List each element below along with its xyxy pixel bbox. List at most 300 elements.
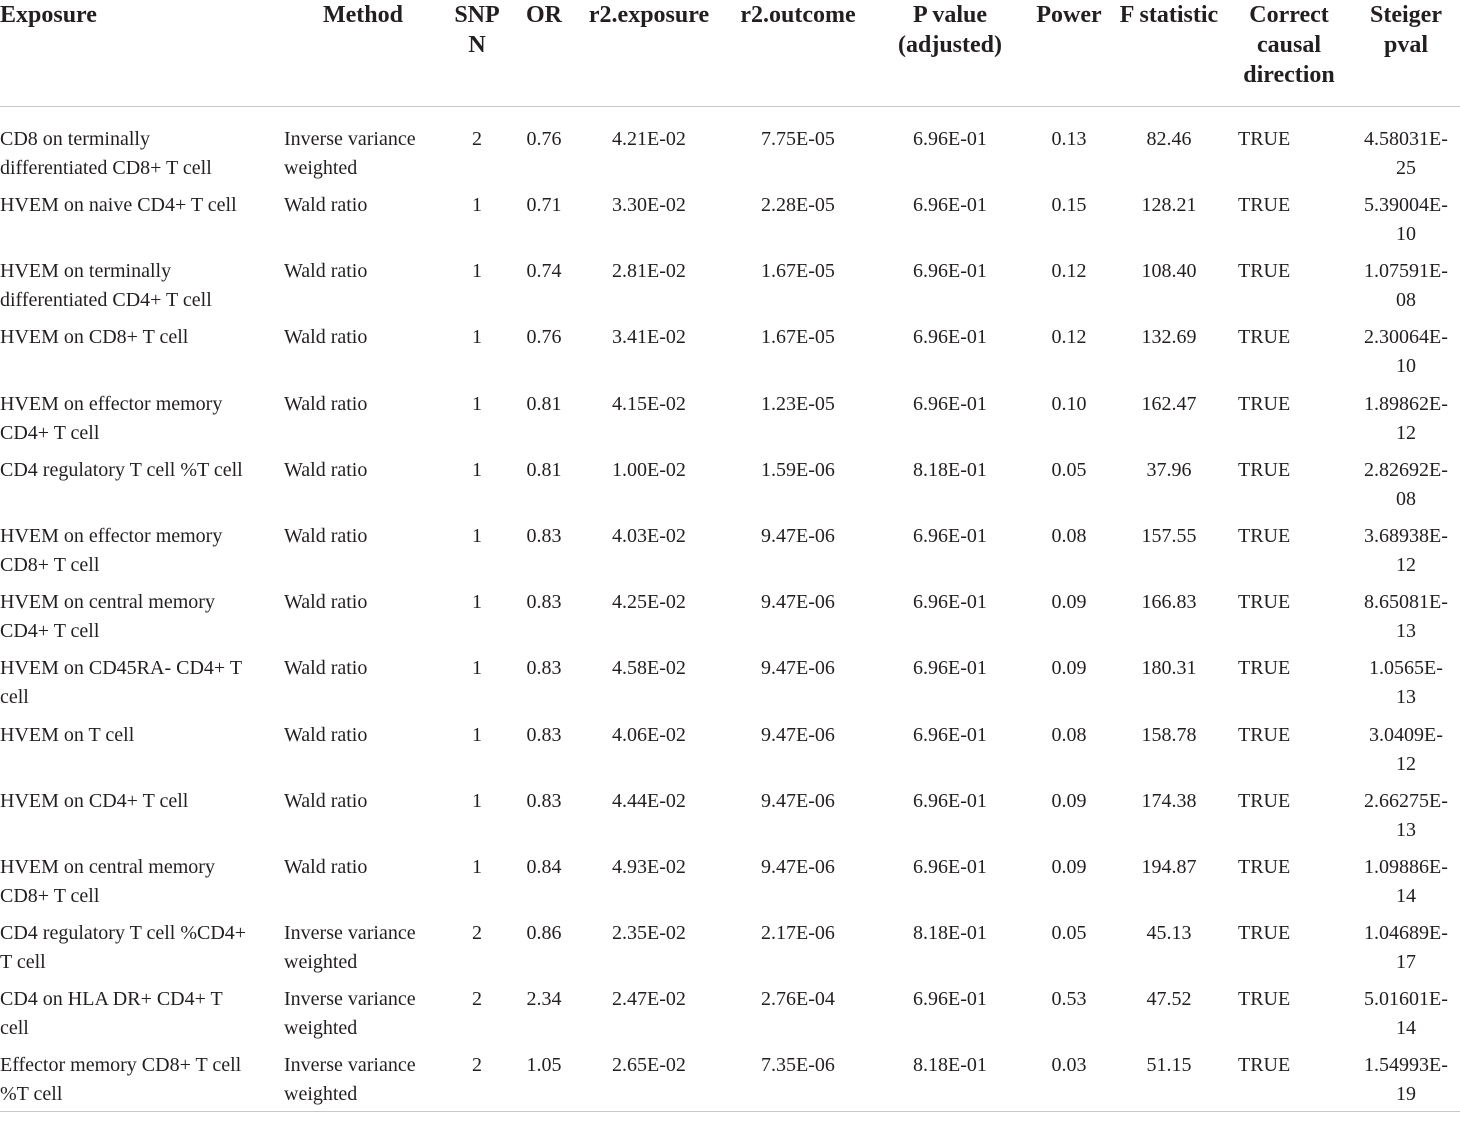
cell-text-line: 4.58E-02 — [612, 657, 686, 680]
power-cell — [1026, 456, 1112, 522]
cell-text-line: 3.0409E- — [1369, 723, 1443, 746]
cell-text-line: 0.81 — [526, 392, 562, 415]
direction-cell — [1226, 588, 1352, 654]
steiger-pval-cell — [1352, 257, 1460, 323]
cell-text-line: differentiated CD4+ T cell — [0, 289, 212, 312]
cell-text-line: 2.30064E- — [1364, 326, 1448, 349]
direction-cell — [1226, 257, 1352, 323]
cell-text-line: 162.47 — [1141, 392, 1197, 415]
header-label-line: pval — [1383, 32, 1428, 58]
cell-text-line: 4.06E-02 — [612, 723, 686, 746]
cell-text-line: Effector memory CD8+ T cell — [0, 1054, 242, 1077]
col-f-statistic-header — [1112, 0, 1226, 107]
r2-outcome-cell — [722, 588, 874, 654]
p-value-cell — [874, 919, 1026, 985]
cell-text-line: 7.35E-06 — [761, 1054, 835, 1077]
cell-text-line: TRUE — [1238, 524, 1291, 547]
cell-text-line: 6.96E-01 — [913, 591, 987, 614]
cell-text-line: Wald ratio — [284, 326, 368, 349]
exposure-cell — [0, 853, 284, 919]
exposure-cell — [0, 787, 284, 853]
cell-text-line: TRUE — [1238, 1054, 1291, 1077]
cell-text-line: differentiated CD8+ T cell — [0, 157, 212, 179]
p-value-cell — [874, 107, 1026, 192]
method-cell — [284, 654, 442, 720]
cell-text-line: 08 — [1396, 487, 1416, 510]
cell-text-line: 1.23E-05 — [761, 392, 835, 415]
r2-exposure-cell — [576, 919, 722, 985]
exposure-cell — [0, 654, 284, 720]
cell-text-line: 1.59E-06 — [761, 458, 835, 481]
direction-cell — [1226, 787, 1352, 853]
steiger-pval-cell — [1352, 390, 1460, 456]
col-correct-causal-direction-header — [1226, 0, 1352, 107]
direction-cell — [1226, 721, 1352, 787]
cell-text-line: 0.83 — [526, 789, 562, 812]
method-cell — [284, 588, 442, 654]
header-label-line: direction — [1243, 62, 1335, 88]
cell-text-line: 9.47E-06 — [761, 591, 835, 614]
cell-text-line: 12 — [1396, 752, 1416, 775]
cell-text-line: 51.15 — [1146, 1054, 1192, 1077]
cell-text-line: Wald ratio — [284, 723, 368, 746]
cell-text-line: 19 — [1396, 1083, 1416, 1106]
cell-text-line: 0.83 — [526, 723, 562, 746]
r2-outcome-cell — [722, 323, 874, 389]
p-value-cell — [874, 721, 1026, 787]
steiger-pval-cell — [1352, 787, 1460, 853]
cell-text-line: HVEM on naive CD4+ T cell — [0, 194, 237, 216]
steiger-pval-cell — [1352, 323, 1460, 389]
snp-n-cell — [442, 390, 512, 456]
cell-text-line: TRUE — [1238, 458, 1291, 481]
r2-outcome-cell — [722, 107, 874, 192]
cell-text-line: 180.31 — [1141, 657, 1197, 680]
steiger-pval-cell — [1352, 654, 1460, 720]
cell-text-line: 4.93E-02 — [612, 855, 686, 878]
cell-text-line: 1.07591E- — [1364, 260, 1448, 283]
cell-text-line: 108.40 — [1141, 260, 1197, 283]
cell-text-line: Inverse variance — [284, 922, 416, 945]
cell-text-line: cell — [0, 686, 29, 709]
cell-text-line: 6.96E-01 — [913, 524, 987, 547]
cell-text-line: 13 — [1396, 686, 1416, 709]
or-cell — [512, 787, 576, 853]
cell-text-line: Wald ratio — [284, 789, 368, 812]
cell-text-line: 6.96E-01 — [913, 657, 987, 680]
exposure-cell — [0, 107, 284, 192]
cell-text-line: weighted — [284, 1017, 358, 1040]
table-row — [0, 721, 1460, 787]
table-row — [0, 191, 1460, 257]
cell-text-line: 4.21E-02 — [612, 128, 686, 150]
p-value-cell — [874, 1051, 1026, 1112]
cell-text-line: HVEM on CD8+ T cell — [0, 326, 189, 349]
cell-text-line: Inverse variance — [284, 1054, 416, 1077]
r2-exposure-cell — [576, 390, 722, 456]
snp-n-cell — [442, 323, 512, 389]
cell-text-line: 1.0565E- — [1369, 657, 1443, 680]
snp-n-cell — [442, 853, 512, 919]
cell-text-line: 4.25E-02 — [612, 591, 686, 614]
power-cell — [1026, 323, 1112, 389]
table-header — [0, 0, 1460, 107]
cell-text-line: Inverse variance — [284, 128, 416, 150]
r2-outcome-cell — [722, 522, 874, 588]
p-value-cell — [874, 257, 1026, 323]
col-exposure-header — [0, 0, 284, 107]
table-row — [0, 257, 1460, 323]
cell-text-line: 4.15E-02 — [612, 392, 686, 415]
f-statistic-cell — [1112, 919, 1226, 985]
steiger-pval-cell — [1352, 456, 1460, 522]
or-cell — [512, 191, 576, 257]
header-label-line: (adjusted) — [897, 32, 1002, 58]
cell-text-line: cell — [0, 1017, 29, 1040]
cell-text-line: 0.03 — [1051, 1054, 1087, 1077]
cell-text-line: 0.81 — [526, 458, 562, 481]
method-cell — [284, 107, 442, 192]
exposure-cell — [0, 1051, 284, 1112]
cell-text-line: CD4 regulatory T cell %T cell — [0, 458, 243, 481]
cell-text-line: 1 — [472, 657, 482, 680]
method-cell — [284, 323, 442, 389]
cell-text-line: TRUE — [1238, 922, 1291, 945]
cell-text-line: 8.18E-01 — [913, 1054, 987, 1077]
cell-text-line: 1 — [472, 855, 482, 878]
direction-cell — [1226, 985, 1352, 1051]
header-label-line: Exposure — [0, 2, 97, 28]
power-cell — [1026, 191, 1112, 257]
f-statistic-cell — [1112, 257, 1226, 323]
cell-text-line: TRUE — [1238, 326, 1291, 349]
p-value-cell — [874, 654, 1026, 720]
cell-text-line: 1 — [472, 194, 482, 216]
cell-text-line: 7.75E-05 — [761, 128, 835, 150]
cell-text-line: 1 — [472, 458, 482, 481]
direction-cell — [1226, 390, 1352, 456]
r2-outcome-cell — [722, 1051, 874, 1112]
r2-outcome-cell — [722, 456, 874, 522]
header-label-line: r2.outcome — [740, 2, 856, 28]
cell-text-line: 9.47E-06 — [761, 855, 835, 878]
cell-text-line: 174.38 — [1141, 789, 1197, 812]
col-r2-exposure-header — [576, 0, 722, 107]
cell-text-line: 4.58031E- — [1364, 128, 1448, 150]
r2-exposure-cell — [576, 1051, 722, 1112]
cell-text-line: HVEM on effector memory — [0, 524, 223, 547]
snp-n-cell — [442, 721, 512, 787]
cell-text-line: 1.54993E- — [1364, 1054, 1448, 1077]
r2-outcome-cell — [722, 787, 874, 853]
header-label-line: P value — [912, 2, 987, 28]
exposure-cell — [0, 456, 284, 522]
exposure-cell — [0, 257, 284, 323]
cell-text-line: 1.67E-05 — [761, 326, 835, 349]
steiger-pval-cell — [1352, 588, 1460, 654]
cell-text-line: TRUE — [1238, 789, 1291, 812]
cell-text-line: 0.08 — [1051, 723, 1087, 746]
col-r2-outcome-header — [722, 0, 874, 107]
f-statistic-cell — [1112, 721, 1226, 787]
snp-n-cell — [442, 654, 512, 720]
power-cell — [1026, 654, 1112, 720]
r2-exposure-cell — [576, 985, 722, 1051]
snp-n-cell — [442, 107, 512, 192]
header-label-line: Correct — [1249, 2, 1329, 28]
cell-text-line: 12 — [1396, 553, 1416, 576]
cell-text-line: Wald ratio — [284, 524, 368, 547]
cell-text-line: TRUE — [1238, 591, 1291, 614]
exposure-cell — [0, 191, 284, 257]
cell-text-line: 2 — [472, 1054, 482, 1077]
cell-text-line: 2.82692E- — [1364, 458, 1448, 481]
or-cell — [512, 107, 576, 192]
cell-text-line: CD4+ T cell — [0, 421, 100, 444]
or-cell — [512, 853, 576, 919]
snp-n-cell — [442, 191, 512, 257]
method-cell — [284, 390, 442, 456]
table-row — [0, 787, 1460, 853]
cell-text-line: 3.68938E- — [1364, 524, 1448, 547]
cell-text-line: 2.65E-02 — [612, 1054, 686, 1077]
cell-text-line: 13 — [1396, 818, 1416, 841]
power-cell — [1026, 919, 1112, 985]
p-value-cell — [874, 191, 1026, 257]
cell-text-line: 0.12 — [1051, 326, 1087, 349]
cell-text-line: 0.05 — [1051, 458, 1087, 481]
cell-text-line: 1.89862E- — [1364, 392, 1448, 415]
f-statistic-cell — [1112, 853, 1226, 919]
p-value-cell — [874, 323, 1026, 389]
steiger-pval-cell — [1352, 522, 1460, 588]
cell-text-line: 13 — [1396, 620, 1416, 643]
power-cell — [1026, 390, 1112, 456]
header-label-line: causal — [1256, 32, 1321, 58]
cell-text-line: 0.12 — [1051, 260, 1087, 283]
power-cell — [1026, 787, 1112, 853]
exposure-cell — [0, 588, 284, 654]
f-statistic-cell — [1112, 985, 1226, 1051]
header-label-line: Power — [1036, 2, 1102, 28]
method-cell — [284, 191, 442, 257]
cell-text-line: 0.10 — [1051, 392, 1087, 415]
or-cell — [512, 588, 576, 654]
r2-exposure-cell — [576, 721, 722, 787]
cell-text-line: TRUE — [1238, 723, 1291, 746]
cell-text-line: 8.18E-01 — [913, 458, 987, 481]
cell-text-line: 2.76E-04 — [761, 988, 835, 1011]
cell-text-line: 0.05 — [1051, 922, 1087, 945]
cell-text-line: HVEM on CD4+ T cell — [0, 789, 189, 812]
power-cell — [1026, 853, 1112, 919]
cell-text-line: Wald ratio — [284, 591, 368, 614]
cell-text-line: HVEM on terminally — [0, 260, 172, 283]
r2-outcome-cell — [722, 985, 874, 1051]
table-row — [0, 390, 1460, 456]
cell-text-line: 9.47E-06 — [761, 657, 835, 680]
cell-text-line: 157.55 — [1141, 524, 1197, 547]
snp-n-cell — [442, 522, 512, 588]
cell-text-line: 1 — [472, 723, 482, 746]
cell-text-line: HVEM on CD45RA- CD4+ T — [0, 657, 243, 680]
cell-text-line: 0.53 — [1051, 988, 1087, 1011]
steiger-pval-cell — [1352, 985, 1460, 1051]
col-method-header — [284, 0, 442, 107]
cell-text-line: weighted — [284, 1083, 358, 1106]
cell-text-line: Wald ratio — [284, 260, 368, 283]
cell-text-line: 1 — [472, 326, 482, 349]
p-value-cell — [874, 390, 1026, 456]
or-cell — [512, 654, 576, 720]
cell-text-line: 2.34 — [526, 988, 562, 1011]
header-label-line: SNP — [454, 2, 500, 28]
cell-text-line: 6.96E-01 — [913, 326, 987, 349]
p-value-cell — [874, 853, 1026, 919]
cell-text-line: 3.41E-02 — [612, 326, 686, 349]
or-cell — [512, 323, 576, 389]
cell-text-line: 0.13 — [1051, 128, 1087, 150]
r2-exposure-cell — [576, 522, 722, 588]
cell-text-line: 0.09 — [1051, 657, 1087, 680]
direction-cell — [1226, 107, 1352, 192]
r2-outcome-cell — [722, 919, 874, 985]
or-cell — [512, 721, 576, 787]
cell-text-line: 0.83 — [526, 524, 562, 547]
exposure-cell — [0, 323, 284, 389]
cell-text-line: TRUE — [1238, 392, 1291, 415]
direction-cell — [1226, 853, 1352, 919]
cell-text-line: 4.03E-02 — [612, 524, 686, 547]
or-cell — [512, 390, 576, 456]
r2-outcome-cell — [722, 191, 874, 257]
method-cell — [284, 985, 442, 1051]
direction-cell — [1226, 456, 1352, 522]
f-statistic-cell — [1112, 107, 1226, 192]
f-statistic-cell — [1112, 191, 1226, 257]
power-cell — [1026, 257, 1112, 323]
r2-exposure-cell — [576, 456, 722, 522]
cell-text-line: 2.35E-02 — [612, 922, 686, 945]
cell-text-line: 0.76 — [526, 128, 562, 150]
exposure-cell — [0, 985, 284, 1051]
cell-text-line: 14 — [1396, 1017, 1416, 1040]
p-value-cell — [874, 522, 1026, 588]
cell-text-line: HVEM on central memory — [0, 591, 215, 614]
or-cell — [512, 1051, 576, 1112]
or-cell — [512, 456, 576, 522]
cell-text-line: 9.47E-06 — [761, 524, 835, 547]
table-row — [0, 985, 1460, 1051]
cell-text-line: 166.83 — [1141, 591, 1197, 614]
cell-text-line: 0.86 — [526, 922, 562, 945]
cell-text-line: 3.30E-02 — [612, 194, 686, 216]
cell-text-line: 4.44E-02 — [612, 789, 686, 812]
r2-exposure-cell — [576, 323, 722, 389]
cell-text-line: 1 — [472, 524, 482, 547]
r2-exposure-cell — [576, 853, 722, 919]
col-or-header — [512, 0, 576, 107]
cell-text-line: 6.96E-01 — [913, 855, 987, 878]
steiger-pval-cell — [1352, 191, 1460, 257]
cell-text-line: 0.83 — [526, 591, 562, 614]
direction-cell — [1226, 919, 1352, 985]
r2-outcome-cell — [722, 257, 874, 323]
cell-text-line: 2 — [472, 128, 482, 150]
table-row — [0, 919, 1460, 985]
cell-text-line: TRUE — [1238, 988, 1291, 1011]
cell-text-line: 2 — [472, 988, 482, 1011]
cell-text-line: 0.09 — [1051, 789, 1087, 812]
snp-n-cell — [442, 985, 512, 1051]
direction-cell — [1226, 1051, 1352, 1112]
cell-text-line: 1.05 — [526, 1054, 562, 1077]
cell-text-line: CD4 on HLA DR+ CD4+ T — [0, 988, 223, 1011]
cell-text-line: 10 — [1396, 355, 1416, 378]
table-row — [0, 456, 1460, 522]
power-cell — [1026, 721, 1112, 787]
p-value-cell — [874, 985, 1026, 1051]
cell-text-line: 2.81E-02 — [612, 260, 686, 283]
cell-text-line: 2.17E-06 — [761, 922, 835, 945]
cell-text-line: 6.96E-01 — [913, 194, 987, 216]
snp-n-cell — [442, 787, 512, 853]
cell-text-line: HVEM on effector memory — [0, 392, 223, 415]
cell-text-line: 17 — [1396, 951, 1416, 974]
direction-cell — [1226, 654, 1352, 720]
cell-text-line: 8.65081E- — [1364, 591, 1448, 614]
f-statistic-cell — [1112, 1051, 1226, 1112]
power-cell — [1026, 522, 1112, 588]
method-cell — [284, 456, 442, 522]
cell-text-line: 8.18E-01 — [913, 922, 987, 945]
cell-text-line: TRUE — [1238, 260, 1291, 283]
cell-text-line: CD4 regulatory T cell %CD4+ — [0, 922, 247, 945]
cell-text-line: 1.67E-05 — [761, 260, 835, 283]
cell-text-line: CD8+ T cell — [0, 553, 100, 576]
cell-text-line: 08 — [1396, 289, 1416, 312]
method-cell — [284, 1051, 442, 1112]
r2-exposure-cell — [576, 787, 722, 853]
cell-text-line: 128.21 — [1141, 194, 1197, 216]
cell-text-line: weighted — [284, 951, 358, 974]
cell-text-line: 0.09 — [1051, 591, 1087, 614]
r2-outcome-cell — [722, 853, 874, 919]
p-value-cell — [874, 588, 1026, 654]
r2-exposure-cell — [576, 257, 722, 323]
cell-text-line: Wald ratio — [284, 657, 368, 680]
cell-text-line: 1.00E-02 — [612, 458, 686, 481]
cell-text-line: TRUE — [1238, 657, 1291, 680]
cell-text-line: 1 — [472, 591, 482, 614]
cell-text-line: 0.83 — [526, 657, 562, 680]
cell-text-line: HVEM on central memory — [0, 855, 215, 878]
cell-text-line: 0.76 — [526, 326, 562, 349]
p-value-cell — [874, 456, 1026, 522]
p-value-cell — [874, 787, 1026, 853]
cell-text-line: 6.96E-01 — [913, 789, 987, 812]
method-cell — [284, 257, 442, 323]
method-cell — [284, 919, 442, 985]
steiger-pval-cell — [1352, 1051, 1460, 1112]
method-cell — [284, 522, 442, 588]
cell-text-line: TRUE — [1238, 194, 1291, 216]
col-power-header — [1026, 0, 1112, 107]
cell-text-line: HVEM on T cell — [0, 723, 135, 746]
direction-cell — [1226, 522, 1352, 588]
cell-text-line: 12 — [1396, 421, 1416, 444]
cell-text-line: 1 — [472, 260, 482, 283]
